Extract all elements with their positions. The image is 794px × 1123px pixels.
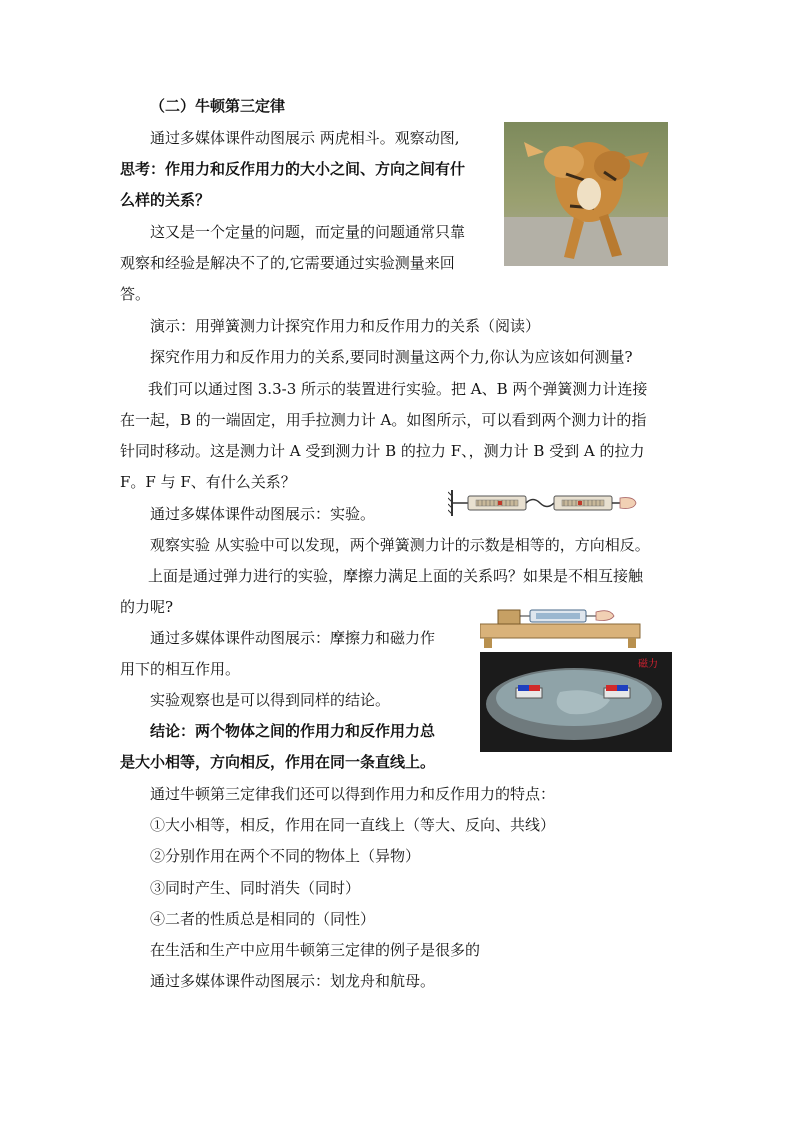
friction-scale-illustration <box>480 600 670 650</box>
same-conclusion: 实验观察也是可以得到同样的结论。 <box>150 691 391 709</box>
magnet-label: 磁力 <box>638 659 658 670</box>
features-intro: 通过牛顿第三定律我们还可以得到作用力和反作用力的特点： <box>150 785 556 803</box>
quant-line1: 这又是一个定量的问题，而定量的问题通常只靠 <box>150 223 466 241</box>
conclusion-line2: 是大小相等，方向相反，作用在同一条直线上。 <box>120 753 436 771</box>
show-friction-line2: 用下的相互作用。 <box>120 660 241 678</box>
demo-question: 探究作用力和反作用力的关系,要同时测量这两个力,你认为应该如何测量? <box>150 348 633 366</box>
quant-line2: 观察和经验是解决不了的,它需要通过实验测量来回 <box>120 254 455 272</box>
observation-result: 观察实验 从实验中可以发现，两个弹簧测力计的示数是相等的，方向相反。 <box>150 536 650 554</box>
show-dragon-boat: 通过多媒体课件动图展示：划龙舟和航母。 <box>150 972 436 990</box>
demo-title: 演示：用弹簧测力计探究作用力和反作用力的关系（阅读） <box>150 317 541 335</box>
think-question-line1: 思考：作用力和反作用力的大小之间、方向之间有什 <box>120 160 466 178</box>
demo-show-experiment: 通过多媒体课件动图展示：实验。 <box>150 505 376 523</box>
feature-item: ④二者的性质总是相同的（同性） <box>150 910 376 928</box>
demo-text-line4: F。F 与 F、有什么关系？ <box>120 473 296 491</box>
demo-text-line2: 在一起，B 的一端固定，用手拉测力计 A。如图所示，可以看到两个测力计的指 <box>120 411 647 429</box>
think-question-line2: 么样的关系？ <box>120 191 211 209</box>
magnet-basin-illustration <box>480 652 672 752</box>
demo-text-line1: 我们可以通过图 3.3-3 所示的装置进行实验。把 A、B 两个弹簧测力计连接 <box>148 380 648 398</box>
section-title: （二）牛顿第三定律 <box>150 97 286 115</box>
friction-question-line2: 的力呢? <box>120 598 174 616</box>
examples-line: 在生活和生产中应用牛顿第三定律的例子是很多的 <box>150 941 481 959</box>
tiger-intro: 通过多媒体课件动图展示 两虎相斗。观察动图, <box>150 129 460 147</box>
demo-text-line3: 针同时移动。这是测力计 A 受到测力计 B 的拉力 F、，测力计 B 受到 A 的拉力 <box>120 442 645 460</box>
conclusion-line1: 结论：两个物体之间的作用力和反作用力总 <box>150 722 436 740</box>
friction-question-line1: 上面是通过弹力进行的实验，摩擦力满足上面的关系吗？如果是不相互接触 <box>148 567 644 585</box>
show-friction-line1: 通过多媒体课件动图展示：摩擦力和磁力作 <box>150 629 436 647</box>
quant-line3: 答。 <box>120 285 151 303</box>
feature-item: ③同时产生、同时消失（同时） <box>150 879 361 897</box>
feature-item: ②分别作用在两个不同的物体上（异物） <box>150 847 421 865</box>
feature-item: ①大小相等，相反，作用在同一直线上（等大、反向、共线） <box>150 816 556 834</box>
spring-scale-illustration <box>448 488 638 518</box>
tiger-photo <box>504 122 668 266</box>
